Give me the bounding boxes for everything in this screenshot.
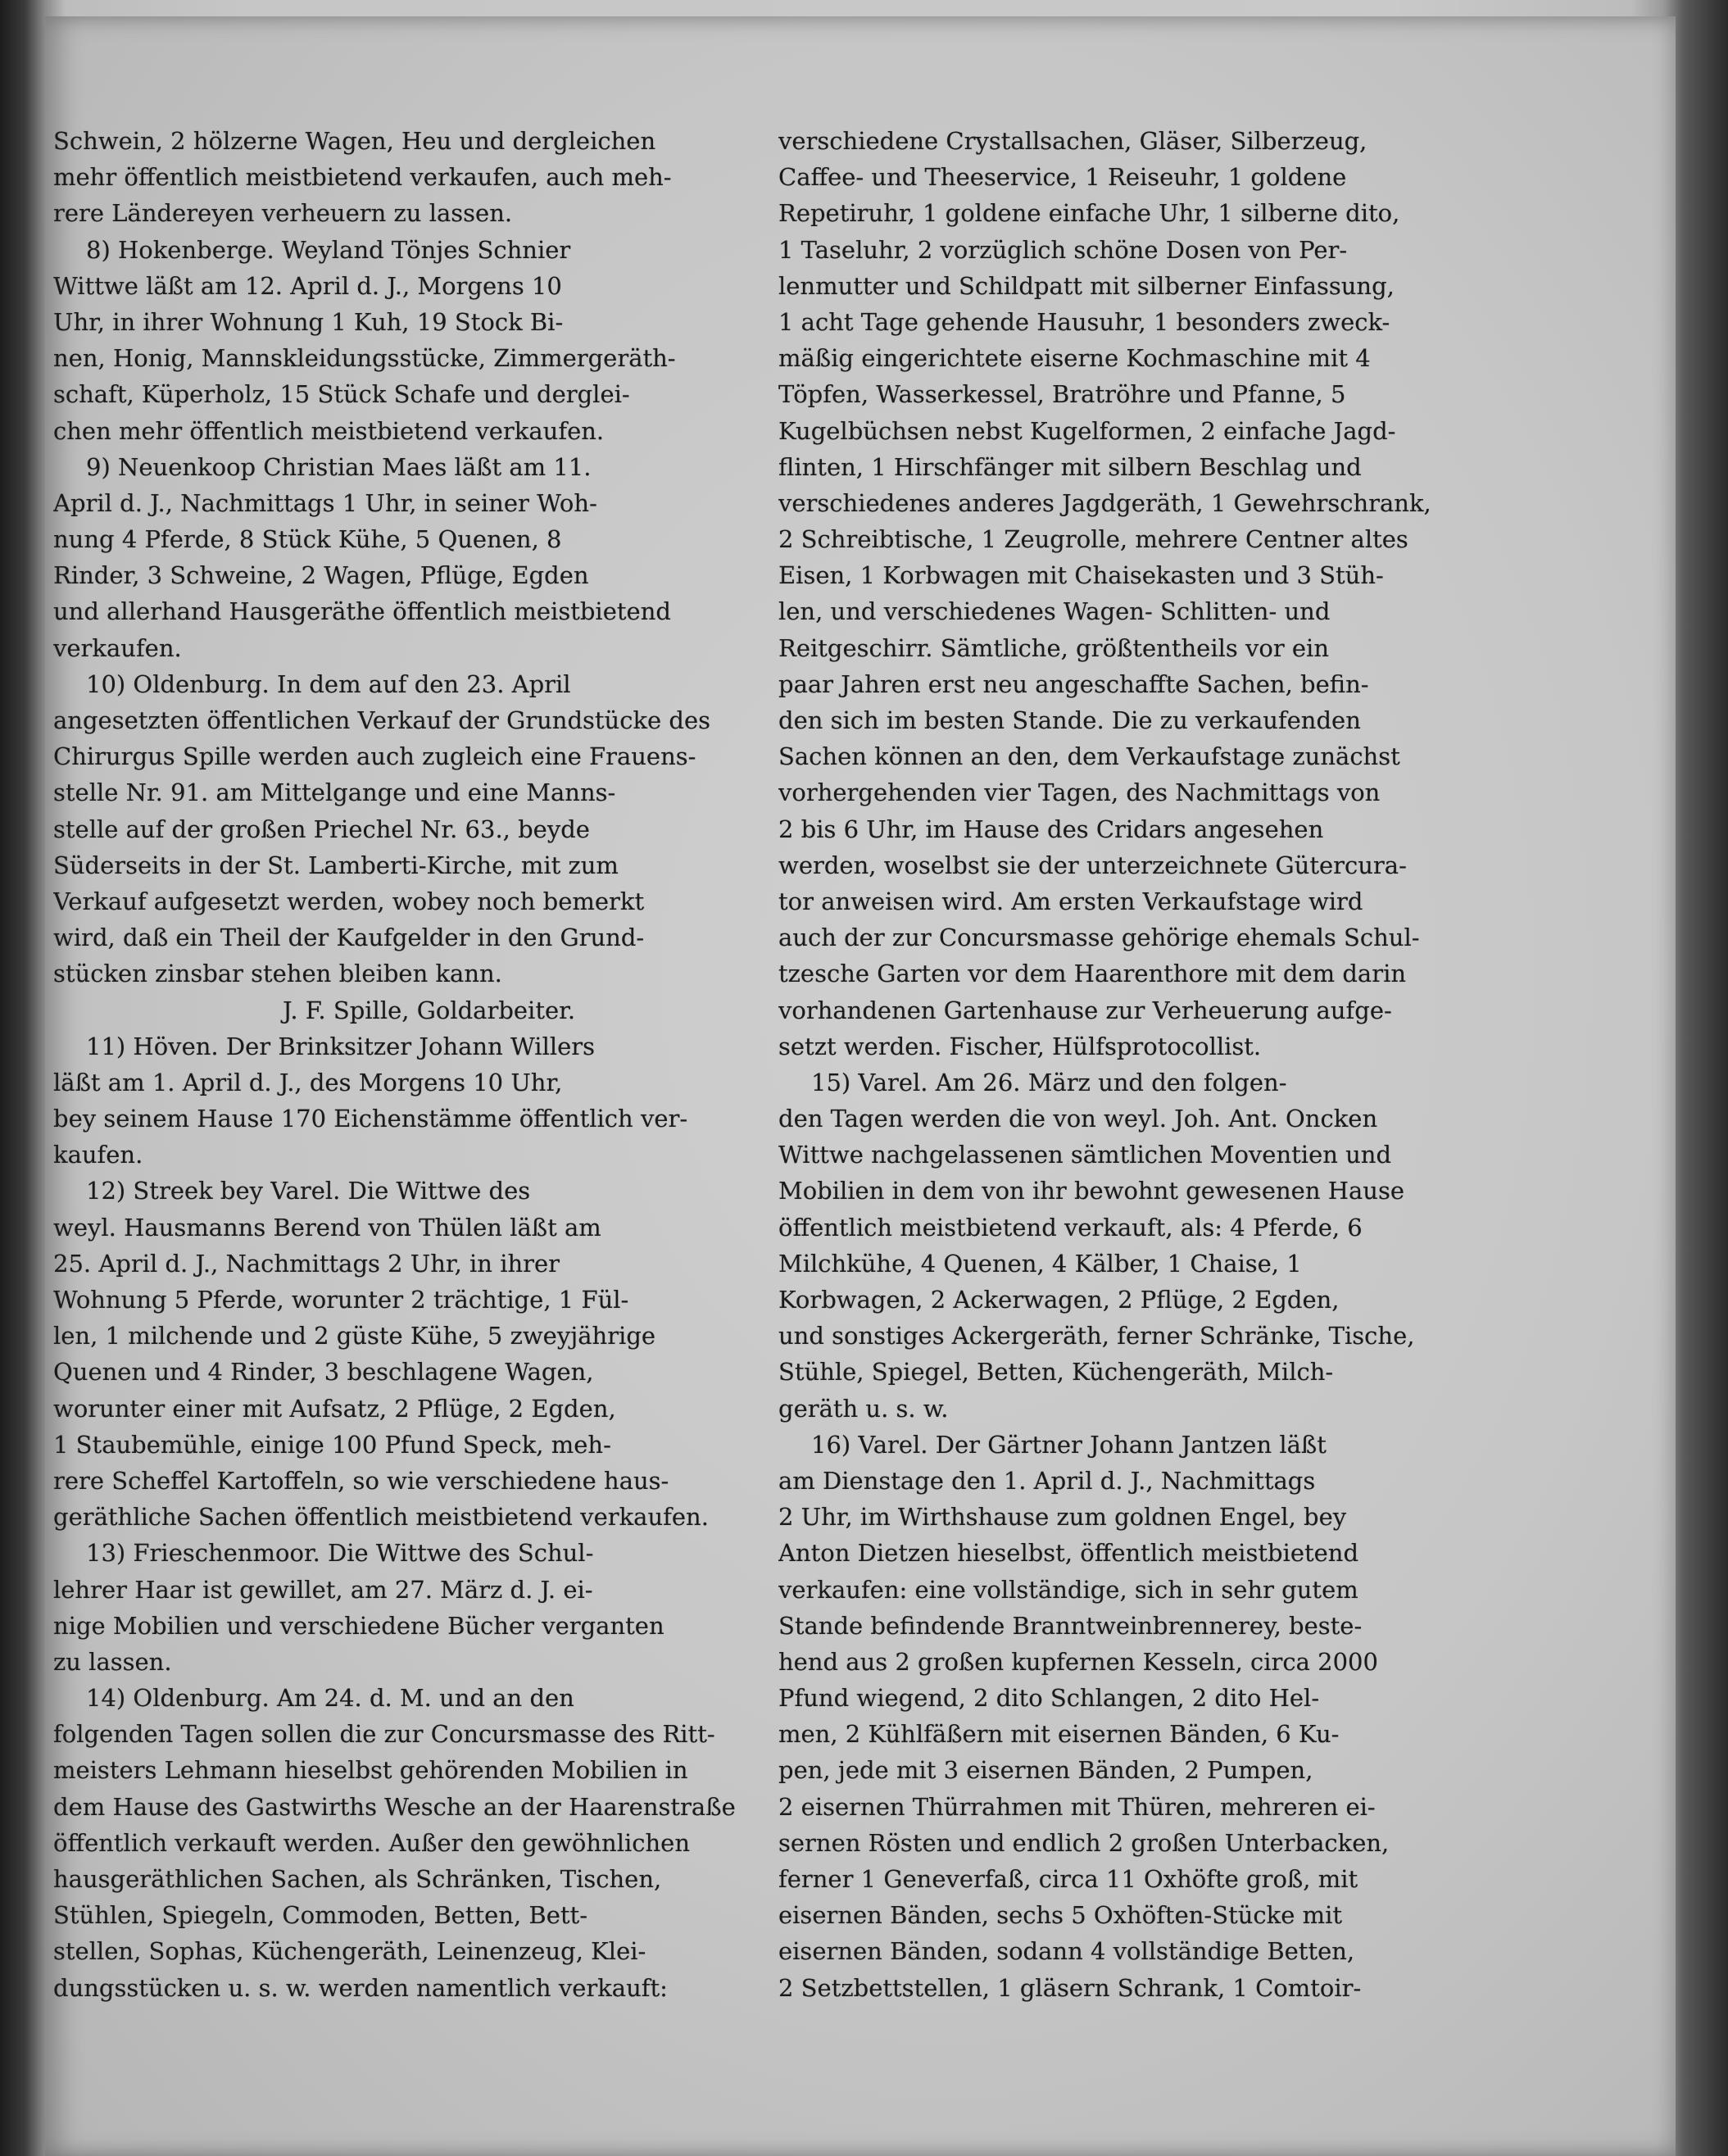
text-line: öffentlich meistbietend verkauft, als: 4 Pferde, 6 <box>778 1213 1363 1241</box>
text-line: schaft, Küperholz, 15 Stück Schafe und derglei- <box>53 380 630 409</box>
text-line: Töpfen, Wasserkessel, Bratröhre und Pfanne, 5 <box>778 380 1346 409</box>
text-line: 25. April d. J., Nachmittags 2 Uhr, in ihrer <box>53 1249 560 1278</box>
text-line: verkaufen: eine vollständige, sich in sehr gutem <box>778 1575 1358 1604</box>
text-line: lenmutter und Schildpatt mit silberner Einfassung, <box>778 271 1395 300</box>
text-line: Süderseits in der St. Lamberti-Kirche, mit zum <box>53 851 619 879</box>
text-line: Kugelbüchsen nebst Kugelformen, 2 einfache Jagd- <box>778 416 1396 445</box>
text-line: 11) Höven. Der Brinksitzer Johann Willers <box>86 1032 596 1060</box>
text-line: Anton Dietzen hieselbst, öffentlich meistbietend <box>778 1539 1359 1568</box>
text-line: Milchkühe, 4 Quenen, 4 Kälber, 1 Chaise, 1 <box>778 1249 1302 1278</box>
text-line: Verkauf aufgesetzt werden, wobey noch bemerkt <box>53 887 645 915</box>
text-line: Korbwagen, 2 Ackerwagen, 2 Pflüge, 2 Egden, <box>778 1286 1340 1314</box>
text-line: 1 acht Tage gehende Hausuhr, 1 besonders zweck- <box>778 307 1390 336</box>
text-line: stücken zinsbar stehen bleiben kann. <box>53 960 502 988</box>
text-line: Stande befindende Branntweinbrennerey, beste- <box>778 1611 1363 1640</box>
left-text-column <box>53 123 766 2006</box>
text-line: 12) Streek bey Varel. Die Wittwe des <box>86 1177 531 1205</box>
text-line: lehrer Haar ist gewillet, am 27. März d. J. ei- <box>53 1575 593 1604</box>
text-line: Stühle, Spiegel, Betten, Küchengeräth, Milch- <box>778 1358 1334 1387</box>
text-line: Sachen können an den, dem Verkaufstage zunächst <box>778 742 1400 771</box>
text-line: len, 1 milchende und 2 güste Kühe, 5 zweyjährige <box>53 1322 656 1350</box>
text-line: öffentlich verkauft werden. Außer den gewöhnlichen <box>53 1828 691 1857</box>
text-line: Schwein, 2 hölzerne Wagen, Heu und dergleichen <box>53 127 656 155</box>
text-line: werden, woselbst sie der unterzeichnete Gütercura- <box>778 851 1407 879</box>
text-line: verschiedene Crystallsachen, Gläser, Silberzeug, <box>778 127 1367 155</box>
text-line: folgenden Tagen sollen die zur Concursmasse des Ritt- <box>53 1720 715 1749</box>
text-line: Wittwe nachgelassenen sämtlichen Moventien und <box>778 1141 1392 1169</box>
text-line: verkaufen. <box>53 633 182 662</box>
text-line: rere Ländereyen verheuern zu lassen. <box>53 199 513 228</box>
text-line: setzt werden. Fischer, Hülfsprotocollist. <box>778 1032 1262 1060</box>
text-line: hend aus 2 großen kupfernen Kesseln, circa 2000 <box>778 1647 1378 1676</box>
text-line: 15) Varel. Am 26. März und den folgen- <box>811 1068 1287 1096</box>
text-line: tor anweisen wird. Am ersten Verkaufstage wird <box>778 887 1363 915</box>
text-line: läßt am 1. April d. J., des Morgens 10 Uhr, <box>53 1068 563 1096</box>
text-line: 13) Frieschenmoor. Die Wittwe des Schul- <box>86 1539 594 1568</box>
text-line: 9) Neuenkoop Christian Maes läßt am 11. <box>86 452 592 481</box>
text-line: Pfund wiegend, 2 dito Schlangen, 2 dito Hel- <box>778 1684 1320 1713</box>
text-line: eisernen Bänden, sechs 5 Oxhöften-Stücke mit <box>778 1901 1343 1930</box>
text-line: 16) Varel. Der Gärtner Johann Jantzen läßt <box>811 1430 1327 1459</box>
text-line: 8) Hokenberge. Weyland Tönjes Schnier <box>86 235 571 264</box>
text-line: bey seinem Hause 170 Eichenstämme öffentlich ver- <box>53 1105 688 1133</box>
text-line: eisernen Bänden, sodann 4 vollständige Betten, <box>778 1937 1355 1966</box>
text-line: am Dienstage den 1. April d. J., Nachmittags <box>778 1466 1316 1495</box>
text-line: meisters Lehmann hieselbst gehörenden Mobilien in <box>53 1756 688 1785</box>
text-line: mäßig eingerichtete eiserne Kochmaschine mit 4 <box>778 344 1371 373</box>
text-line: sernen Rösten und endlich 2 großen Unterbacken, <box>778 1828 1390 1857</box>
text-line: Caffee- und Theeservice, 1 Reiseuhr, 1 goldene <box>778 163 1347 192</box>
text-line: zu lassen. <box>53 1647 172 1676</box>
text-line: nung 4 Pferde, 8 Stück Kühe, 5 Quenen, 8 <box>53 525 562 554</box>
text-line: ferner 1 Geneverfaß, circa 11 Oxhöfte groß, mit <box>778 1865 1358 1893</box>
text-line: weyl. Hausmanns Berend von Thülen läßt am <box>53 1213 601 1241</box>
text-line: Wohnung 5 Pferde, worunter 2 trächtige, 1 Fül- <box>53 1286 629 1314</box>
text-line: pen, jede mit 3 eisernen Bänden, 2 Pumpen, <box>778 1756 1313 1785</box>
text-line: stellen, Sophas, Küchengeräth, Leinenzeug, Klei- <box>53 1937 646 1966</box>
text-line: Rinder, 3 Schweine, 2 Wagen, Pflüge, Egden <box>53 561 589 590</box>
text-line: flinten, 1 Hirschfänger mit silbern Beschlag und <box>778 452 1362 481</box>
text-line: 2 Schreibtische, 1 Zeugrolle, mehrere Centner altes <box>778 525 1408 554</box>
text-line: rere Scheffel Kartoffeln, so wie verschiedene haus- <box>53 1466 669 1495</box>
text-line: hausgeräthlichen Sachen, als Schränken, Tischen, <box>53 1865 662 1893</box>
text-line: stelle auf der großen Priechel Nr. 63., beyde <box>53 815 590 843</box>
text-line: kaufen. <box>53 1141 143 1169</box>
text-line: verschiedenes anderes Jagdgeräth, 1 Gewehrschrank, <box>778 488 1431 517</box>
text-line: Chirurgus Spille werden auch zugleich eine Frauens- <box>53 742 696 771</box>
text-line: nen, Honig, Mannskleidungsstücke, Zimmergeräth- <box>53 344 676 373</box>
text-line: paar Jahren erst neu angeschaffte Sachen, befin- <box>778 669 1369 698</box>
text-line: 1 Taseluhr, 2 vorzüglich schöne Dosen von Per- <box>778 235 1348 264</box>
text-line: geräthliche Sachen öffentlich meistbietend verkaufen. <box>53 1503 709 1532</box>
text-line: 1 Staubemühle, einige 100 Pfund Speck, meh- <box>53 1430 611 1459</box>
text-line: den Tagen werden die von weyl. Joh. Ant. Oncken <box>778 1105 1378 1133</box>
text-line: tzesche Garten vor dem Haarenthore mit dem darin <box>778 960 1407 988</box>
text-line: vorhergehenden vier Tagen, des Nachmittags von <box>778 778 1381 807</box>
text-line: stelle Nr. 91. am Mittelgange und eine Manns- <box>53 778 616 807</box>
text-line: 14) Oldenburg. Am 24. d. M. und an den <box>86 1684 574 1713</box>
text-line: Repetiruhr, 1 goldene einfache Uhr, 1 silberne dito, <box>778 199 1400 228</box>
text-line: len, und verschiedenes Wagen- Schlitten- und <box>778 597 1331 626</box>
text-line: dungsstücken u. s. w. werden namentlich verkauft: <box>53 1973 668 2002</box>
text-line: den sich im besten Stande. Die zu verkaufenden <box>778 706 1361 734</box>
text-line: wird, daß ein Theil der Kaufgelder in den Grund- <box>53 924 645 952</box>
text-line: chen mehr öffentlich meistbietend verkaufen. <box>53 416 605 445</box>
text-line: Eisen, 1 Korbwagen mit Chaisekasten und 3 Stüh- <box>778 561 1384 590</box>
text-line: Wittwe läßt am 12. April d. J., Morgens 10 <box>53 271 562 300</box>
text-line: April d. J., Nachmittags 1 Uhr, in seiner Woh- <box>53 488 597 517</box>
text-line: nige Mobilien und verschiedene Bücher verganten <box>53 1611 664 1640</box>
right-text-column <box>778 123 1483 2006</box>
text-line: Mobilien in dem von ihr bewohnt gewesenen Hause <box>778 1177 1405 1205</box>
text-line: 2 Uhr, im Wirthshause zum goldnen Engel, bey <box>778 1503 1347 1532</box>
text-line: men, 2 Kühlfäßern mit eisernen Bänden, 6 Ku- <box>778 1720 1340 1749</box>
text-line: angesetzten öffentlichen Verkauf der Grundstücke des <box>53 706 711 734</box>
text-line: auch der zur Concursmasse gehörige ehemals Schul- <box>778 924 1420 952</box>
text-line: 10) Oldenburg. In dem auf den 23. April <box>86 669 571 698</box>
text-line: und sonstiges Ackergeräth, ferner Schränke, Tische, <box>778 1322 1415 1350</box>
text-line: mehr öffentlich meistbietend verkaufen, auch meh- <box>53 163 672 192</box>
text-line: Uhr, in ihrer Wohnung 1 Kuh, 19 Stock Bi- <box>53 307 564 336</box>
text-line: und allerhand Hausgeräthe öffentlich meistbietend <box>53 597 671 626</box>
text-line: dem Hause des Gastwirths Wesche an der Haarenstraße <box>53 1792 736 1821</box>
text-line: vorhandenen Gartenhause zur Verheuerung aufge- <box>778 996 1392 1024</box>
text-line: geräth u. s. w. <box>778 1394 949 1423</box>
text-line: Reitgeschirr. Sämtliche, größtentheils vor ein <box>778 633 1330 662</box>
text-line: 2 eisernen Thürrahmen mit Thüren, mehreren ei- <box>778 1792 1376 1821</box>
text-line: worunter einer mit Aufsatz, 2 Pflüge, 2 Egden, <box>53 1394 616 1423</box>
book-page <box>45 16 1676 2156</box>
text-line: 2 Setzbettstellen, 1 gläsern Schrank, 1 Comtoir- <box>778 1973 1362 2002</box>
text-line: Stühlen, Spiegeln, Commoden, Betten, Bett- <box>53 1901 587 1930</box>
text-line: J. F. Spille, Goldarbeiter. <box>283 996 576 1024</box>
text-line: 2 bis 6 Uhr, im Hause des Cridars angesehen <box>778 815 1324 843</box>
text-line: Quenen und 4 Rinder, 3 beschlagene Wagen, <box>53 1358 594 1387</box>
